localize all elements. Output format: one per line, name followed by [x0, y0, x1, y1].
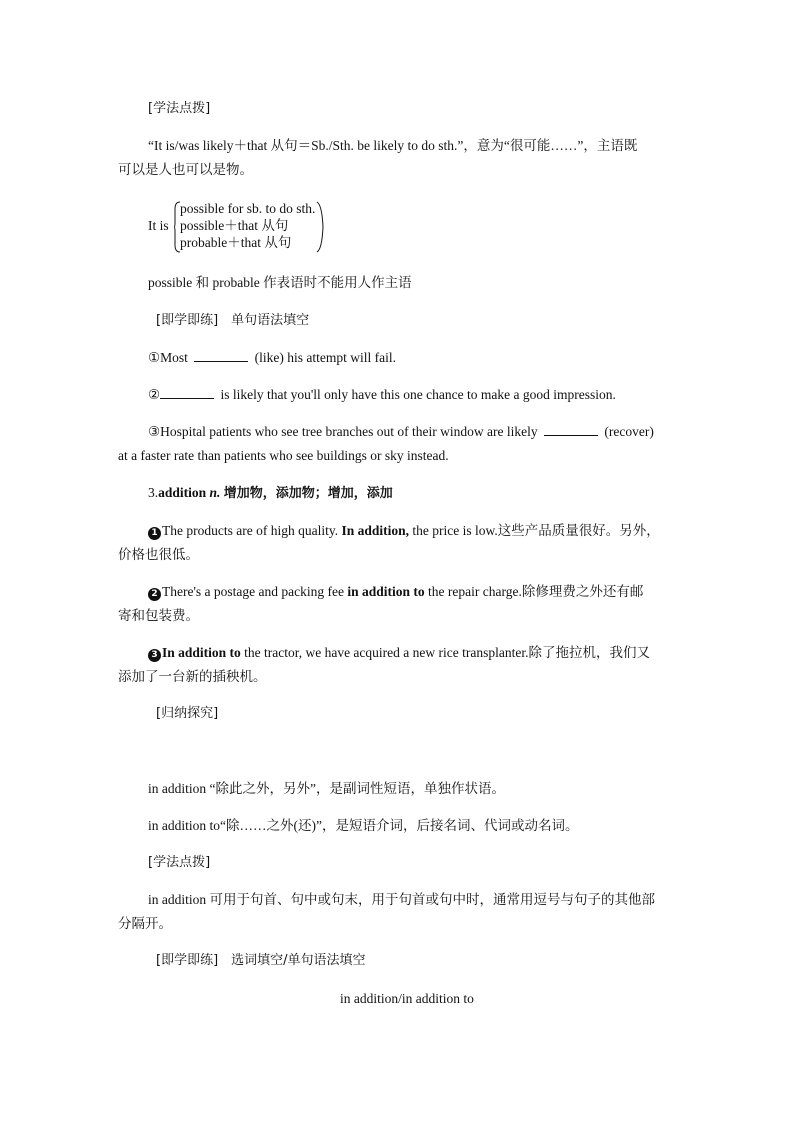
example-1-text-b: the price is low.这些产品质量很好。另外， — [412, 523, 660, 538]
summary-in-addition: in addition “除此之外，另外”，是副词性短语，单独作状语。 — [148, 781, 505, 796]
question-3-number: ③ — [148, 424, 161, 439]
vocab-part-of-speech: n. — [209, 485, 221, 500]
example-2-line2: 寄和包装费。 — [118, 608, 199, 623]
example-2-text-b: the repair charge.除修理费之外还有邮 — [428, 584, 644, 599]
example-1-text-a: The products are of high quality. — [162, 523, 339, 538]
possible-probable-note: possible 和 probable 作表语时不能用人作主语 — [148, 275, 412, 290]
example-1 — [148, 522, 660, 540]
vocab-meaning: 增加物，添加物；增加，添加 — [223, 486, 393, 501]
example-3-text-a: the tractor, we have acquired a new rice transplanter.除了拖拉机，我们又 — [244, 645, 650, 660]
vocab-number: 3. — [148, 485, 159, 500]
structure-option-3: probable＋that 从句 — [180, 235, 292, 250]
question-2-text: is likely that you'll only have this one chance to make a good impression. — [220, 387, 616, 402]
question-1 — [148, 349, 396, 367]
tip-line2: 分隔开。 — [118, 916, 172, 931]
question-3-text-a: Hospital patients who see tree branches out of their window are likely — [160, 424, 538, 439]
question-2-number: ② — [148, 387, 161, 402]
paragraph-likely-line1: “It is/was likely＋that 从句＝Sb./Sth. be likely to do sth.”，意为“很可能……”，主语既 — [148, 138, 638, 153]
tip-heading: [学法点拨] — [148, 101, 211, 116]
example-3-line2: 添加了一台新的插秧机。 — [118, 669, 267, 684]
structure-option-2: possible＋that 从句 — [180, 218, 289, 233]
summary-heading: [归纳探究] — [156, 706, 219, 721]
question-2 — [148, 386, 616, 404]
paragraph-likely-line2: 可以是人也可以是物。 — [118, 162, 253, 177]
answer-blank-2[interactable] — [160, 386, 214, 399]
example-2-number-icon: 2 — [148, 588, 161, 601]
vocab-entry-addition — [148, 484, 393, 503]
example-3 — [148, 644, 650, 662]
question-1-number: ① — [148, 350, 161, 365]
example-2 — [148, 583, 643, 601]
question-1-text-b: (like) his attempt will fail. — [254, 350, 396, 365]
answer-blank-3[interactable] — [544, 423, 598, 436]
vocab-word: addition — [158, 485, 207, 500]
question-3 — [148, 423, 654, 441]
tip-line1: in addition 可用于句首、句中或句末，用于句首或句中时，通常用逗号与句子的其他部 — [148, 892, 655, 907]
answer-blank-1[interactable] — [194, 349, 248, 362]
tip-heading-2: [学法点拨] — [148, 855, 211, 870]
example-1-number-icon: 1 — [148, 527, 161, 540]
word-options: in addition/in addition to — [340, 991, 474, 1006]
example-2-bold: in addition to — [347, 584, 425, 599]
question-3-text-b: (recover) — [604, 424, 654, 439]
practice-heading-1: [即学即练] 单句语法填空 — [156, 313, 310, 328]
example-1-bold: In addition, — [341, 523, 409, 538]
practice-heading-2: [即学即练] 选词填空/单句语法填空 — [156, 953, 366, 968]
question-3-line2: at a faster rate than patients who see buildings or sky instead. — [118, 448, 449, 463]
right-brace-icon — [316, 201, 324, 253]
structure-option-1: possible for sb. to do sth. — [180, 201, 316, 216]
example-1-line2: 价格也很低。 — [118, 547, 199, 562]
example-2-text-a: There's a postage and packing fee — [162, 584, 344, 599]
example-3-number-icon: 3 — [148, 649, 161, 662]
question-1-text-a: Most — [160, 350, 188, 365]
summary-in-addition-to: in addition to“除……之外(还)”，是短语介词，后接名词、代词或动名词。 — [148, 818, 579, 833]
example-3-bold: In addition to — [162, 645, 241, 660]
it-is-label: It is — [148, 218, 169, 233]
